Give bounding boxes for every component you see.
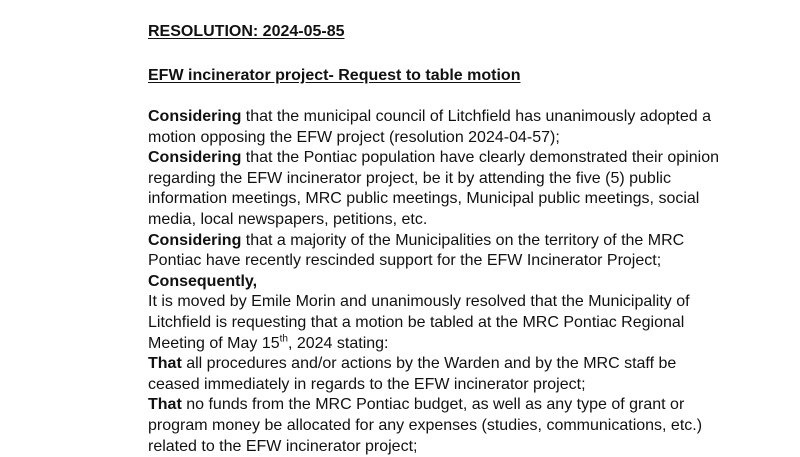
resolution-subject-heading: EFW incinerator project- Request to table motion [148,67,520,85]
body-line [148,334,768,355]
clause-keyword: Considering [148,108,241,125]
cut-off-text-fragment [330,0,630,3]
ordinal-superscript: th [280,333,288,344]
clause-keyword: Considering [148,149,241,166]
body-line [148,128,768,149]
line-text: Litchfield is requesting that a motion be tabled at the MRC Pontiac Regional [148,314,684,331]
body-line [148,354,768,375]
line-text: media, local newspapers, petitions, etc. [148,211,427,228]
line-text: regarding the EFW incinerator project, be it by attending the five (5) public [148,170,671,187]
line-text: motion opposing the EFW project (resolution 2024-04-57); [148,129,560,146]
body-line [148,437,768,457]
body-line [148,210,768,231]
body-line [148,251,768,272]
line-text: Meeting of May 15 [148,335,280,352]
body-line [148,313,768,334]
line-text: no funds from the MRC Pontiac budget, as well as any type of grant or [182,396,684,413]
clause-keyword: That [148,396,182,413]
body-line [148,148,768,169]
line-text: all procedures and/or actions by the Warden and by the MRC staff be [182,355,677,372]
line-text: that the municipal council of Litchfield has unanimously adopted a [241,108,711,125]
body-line [148,375,768,396]
line-text: related to the EFW incinerator project; [148,438,417,455]
clause-keyword: That [148,355,182,372]
resolution-number-heading: RESOLUTION: 2024-05-85 [148,23,345,41]
clause-keyword: Consequently, [148,273,257,290]
body-line [148,272,768,293]
line-text: Pontiac have recently rescinded support for the EFW Incinerator Project; [148,252,661,269]
line-text-after: , 2024 stating: [288,335,389,352]
line-text: program money be allocated for any expenses (studies, communications, etc.) [148,417,702,434]
line-text: It is moved by Emile Morin and unanimously resolved that the Municipality of [148,293,690,310]
body-line [148,292,768,313]
clause-keyword: Considering [148,232,241,249]
body-line [148,395,768,416]
line-text: that a majority of the Municipalities on the territory of the MRC [241,232,684,249]
body-line [148,189,768,210]
body-line [148,169,768,190]
resolution-body [148,107,768,457]
line-text: ceased immediately in regards to the EFW incinerator project; [148,376,586,393]
body-line [148,231,768,252]
line-text: information meetings, MRC public meetings, Municipal public meetings, social [148,190,699,207]
body-line [148,416,768,437]
body-line [148,107,768,128]
line-text: that the Pontiac population have clearly demonstrated their opinion [241,149,719,166]
